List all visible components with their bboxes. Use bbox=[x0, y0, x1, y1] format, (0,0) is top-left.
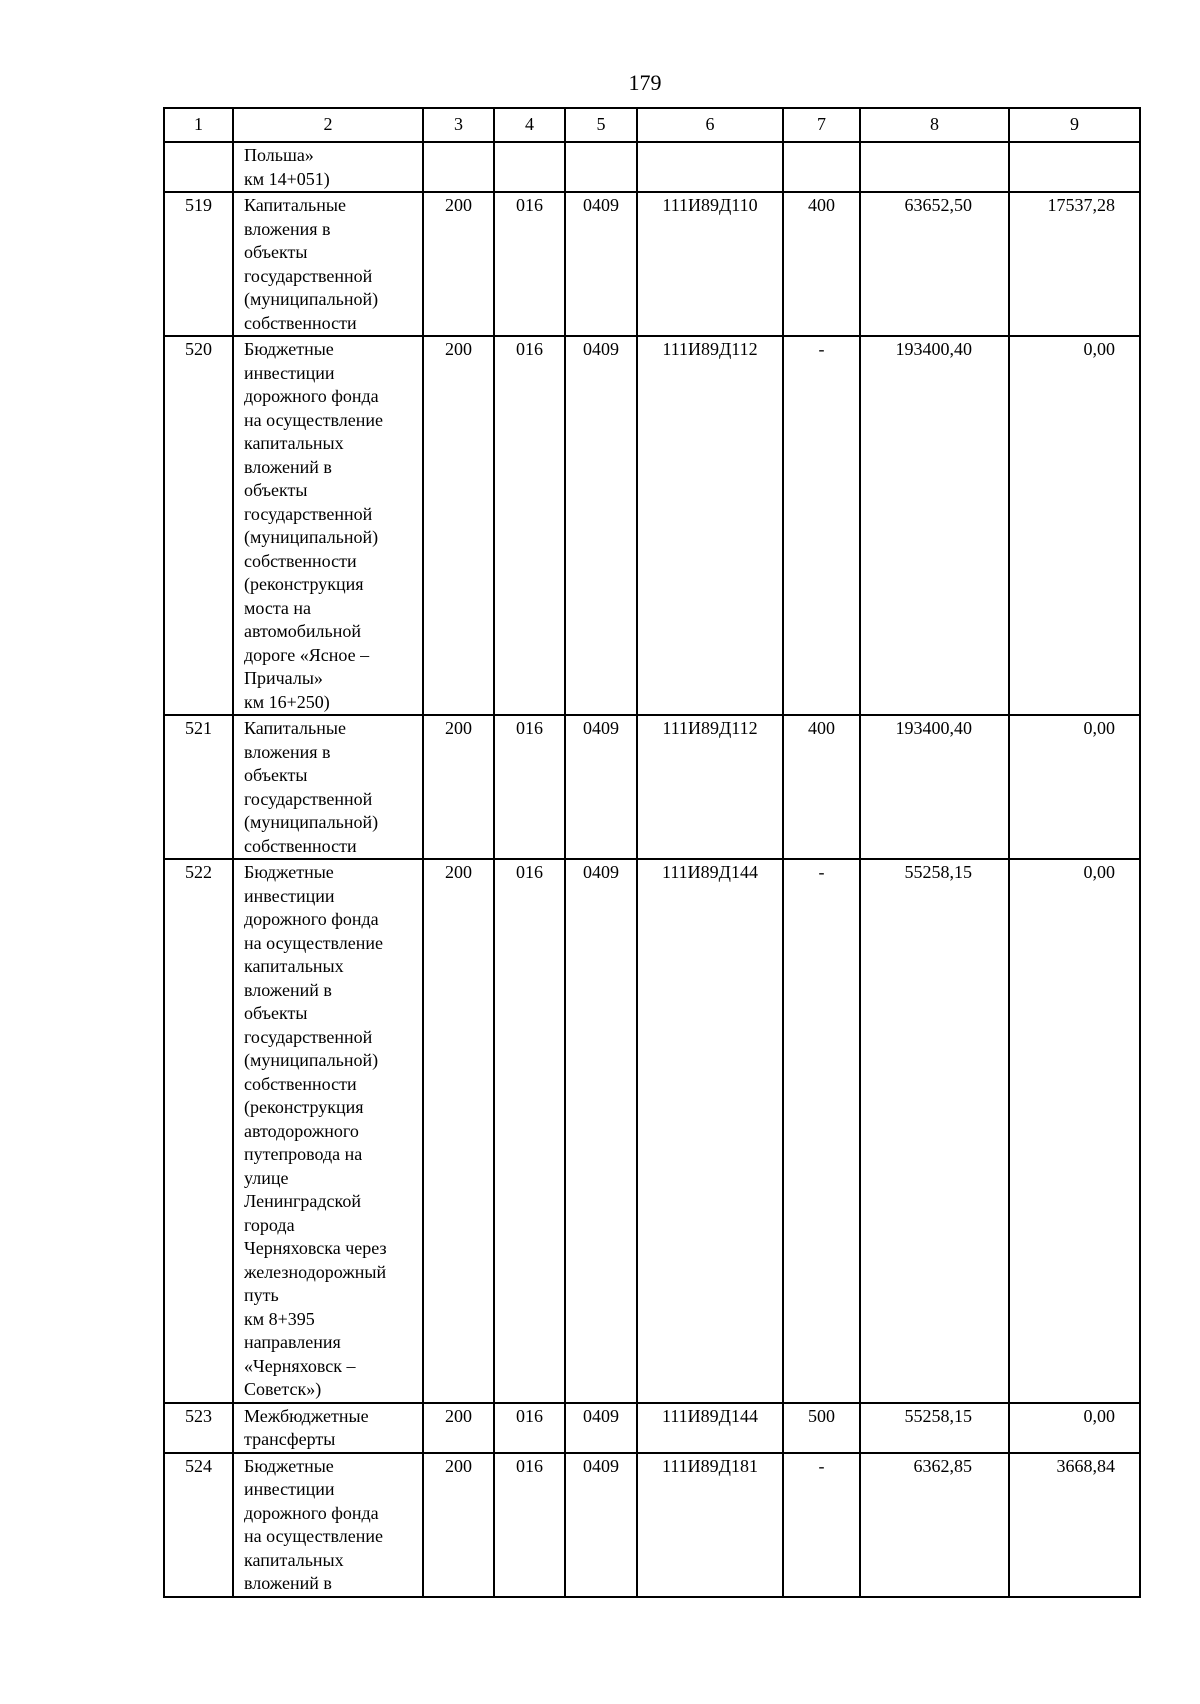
table-row bbox=[164, 192, 1140, 336]
row-description: Капитальные вложения в объекты государственной (муниципальной) собственности bbox=[233, 715, 423, 859]
cell-col5: 0409 bbox=[565, 859, 637, 1403]
column-header: 7 bbox=[783, 108, 860, 142]
cell-col6: 111И89Д112 bbox=[637, 715, 783, 859]
table-row bbox=[164, 336, 1140, 715]
cell-col8: 55258,15 bbox=[860, 1403, 1009, 1453]
row-description: Бюджетные инвестиции дорожного фонда на осуществление капитальных вложений в объекты государственной (муниципальной) собственности (реконструкция автодорожного путепровода на улице Ленинградской города Черняховска через железнодорожный путь км 8+395 направления «Черняховск – Советск») bbox=[233, 859, 423, 1403]
row-number: 520 bbox=[164, 336, 233, 715]
table-row bbox=[164, 715, 1140, 859]
row-description: Бюджетные инвестиции дорожного фонда на осуществление капитальных вложений в bbox=[233, 1453, 423, 1597]
cell-col5: 0409 bbox=[565, 715, 637, 859]
cell-col7: - bbox=[783, 336, 860, 715]
row-number: 521 bbox=[164, 715, 233, 859]
cell-col9: 0,00 bbox=[1009, 715, 1140, 859]
column-header: 6 bbox=[637, 108, 783, 142]
page-number: 179 bbox=[628, 70, 662, 95]
cell-col3: 200 bbox=[423, 1453, 494, 1597]
header-row bbox=[164, 108, 1140, 142]
table-row bbox=[164, 859, 1140, 1403]
column-header: 3 bbox=[423, 108, 494, 142]
cell-col7 bbox=[783, 142, 860, 192]
cell-col9: 0,00 bbox=[1009, 859, 1140, 1403]
cell-col4: 016 bbox=[494, 715, 565, 859]
cell-col6 bbox=[637, 142, 783, 192]
cell-col7: - bbox=[783, 859, 860, 1403]
row-number: 524 bbox=[164, 1453, 233, 1597]
cell-col4: 016 bbox=[494, 336, 565, 715]
cell-col8: 193400,40 bbox=[860, 336, 1009, 715]
table-row bbox=[164, 1403, 1140, 1453]
row-description: Межбюджетные трансферты bbox=[233, 1403, 423, 1453]
cell-col8: 6362,85 bbox=[860, 1453, 1009, 1597]
row-description: Капитальные вложения в объекты государственной (муниципальной) собственности bbox=[233, 192, 423, 336]
column-header: 4 bbox=[494, 108, 565, 142]
cell-col7: - bbox=[783, 1453, 860, 1597]
cell-col7: 400 bbox=[783, 192, 860, 336]
table-row bbox=[164, 142, 1140, 192]
cell-col3: 200 bbox=[423, 1403, 494, 1453]
row-number bbox=[164, 142, 233, 192]
cell-col9 bbox=[1009, 142, 1140, 192]
cell-col9: 0,00 bbox=[1009, 1403, 1140, 1453]
cell-col9: 3668,84 bbox=[1009, 1453, 1140, 1597]
column-header: 9 bbox=[1009, 108, 1140, 142]
cell-col5: 0409 bbox=[565, 1403, 637, 1453]
cell-col3 bbox=[423, 142, 494, 192]
cell-col8 bbox=[860, 142, 1009, 192]
cell-col3: 200 bbox=[423, 192, 494, 336]
row-description: Бюджетные инвестиции дорожного фонда на осуществление капитальных вложений в объекты государственной (муниципальной) собственности (реконструкция моста на автомобильной дороге «Ясное – Причалы» км 16+250) bbox=[233, 336, 423, 715]
cell-col7: 400 bbox=[783, 715, 860, 859]
cell-col3: 200 bbox=[423, 336, 494, 715]
cell-col9: 0,00 bbox=[1009, 336, 1140, 715]
cell-col5: 0409 bbox=[565, 336, 637, 715]
table-row bbox=[164, 1453, 1140, 1597]
cell-col4: 016 bbox=[494, 859, 565, 1403]
row-number: 519 bbox=[164, 192, 233, 336]
cell-col6: 111И89Д110 bbox=[637, 192, 783, 336]
cell-col3: 200 bbox=[423, 859, 494, 1403]
cell-col6: 111И89Д144 bbox=[637, 859, 783, 1403]
cell-col8: 193400,40 bbox=[860, 715, 1009, 859]
column-header: 2 bbox=[233, 108, 423, 142]
row-number: 522 bbox=[164, 859, 233, 1403]
column-header: 8 bbox=[860, 108, 1009, 142]
cell-col5: 0409 bbox=[565, 192, 637, 336]
budget-table bbox=[163, 107, 1141, 1598]
row-number: 523 bbox=[164, 1403, 233, 1453]
cell-col8: 55258,15 bbox=[860, 859, 1009, 1403]
cell-col4 bbox=[494, 142, 565, 192]
cell-col9: 17537,28 bbox=[1009, 192, 1140, 336]
cell-col6: 111И89Д181 bbox=[637, 1453, 783, 1597]
cell-col4: 016 bbox=[494, 1453, 565, 1597]
cell-col3: 200 bbox=[423, 715, 494, 859]
cell-col6: 111И89Д112 bbox=[637, 336, 783, 715]
cell-col5 bbox=[565, 142, 637, 192]
cell-col4: 016 bbox=[494, 192, 565, 336]
column-header: 1 bbox=[164, 108, 233, 142]
cell-col6: 111И89Д144 bbox=[637, 1403, 783, 1453]
column-header: 5 bbox=[565, 108, 637, 142]
cell-col4: 016 bbox=[494, 1403, 565, 1453]
row-description: Польша» км 14+051) bbox=[233, 142, 423, 192]
cell-col8: 63652,50 bbox=[860, 192, 1009, 336]
cell-col5: 0409 bbox=[565, 1453, 637, 1597]
cell-col7: 500 bbox=[783, 1403, 860, 1453]
